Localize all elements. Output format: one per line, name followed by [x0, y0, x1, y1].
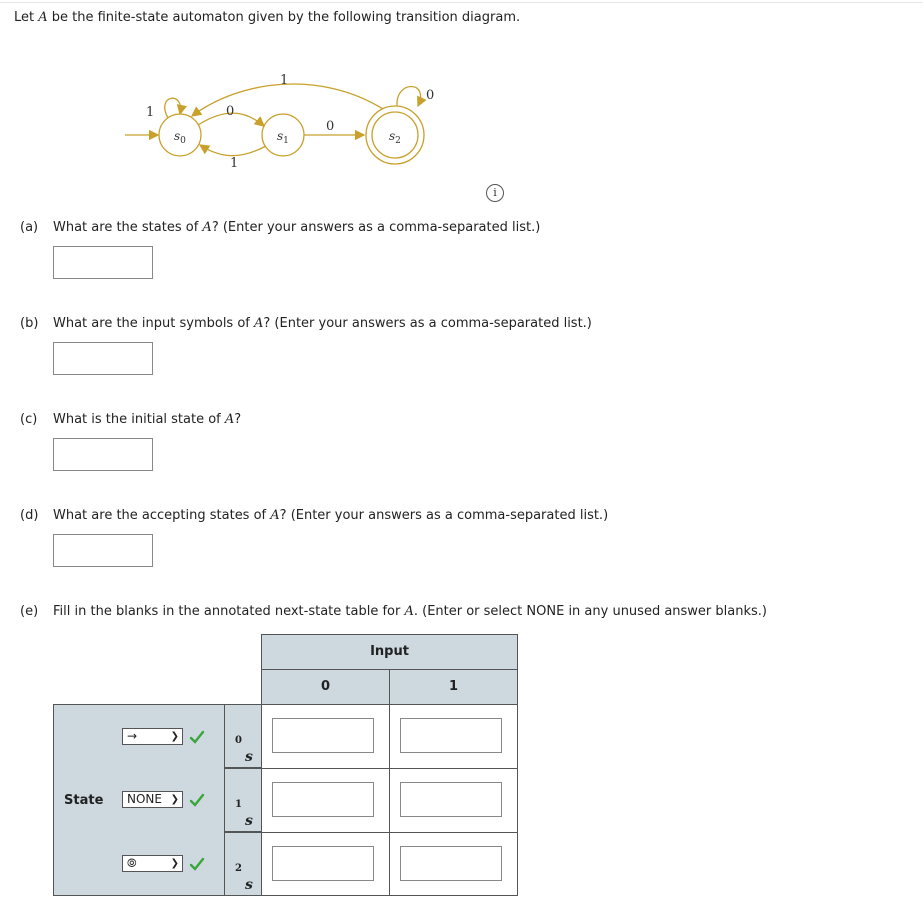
question-e: (e) Fill in the blanks in the annotated next-state table for A. (Enter or select NONE in any unused answer blanks.)	[20, 604, 767, 619]
table-input-header: Input	[261, 634, 518, 670]
table-col-header-0: 0	[261, 669, 390, 705]
label-s1-s0: 1	[230, 156, 239, 171]
row-s1-check-icon	[189, 792, 205, 808]
question-c: (c) What is the initial state of A?	[20, 412, 242, 427]
row-s2-state: s $_2$	[224, 832, 262, 896]
row-s0-col1-cell	[389, 704, 518, 769]
problem-intro: Let A be the finite-state automaton given by the following transition diagram.	[14, 10, 521, 25]
state-label: State	[64, 793, 104, 808]
row-s2-annotation-select[interactable]: ⦾ ❯	[122, 855, 183, 872]
label-s1-s2: 0	[326, 119, 335, 134]
table-col-header-1: 1	[389, 669, 518, 705]
row-s2-col0-input[interactable]	[272, 846, 374, 881]
row-s0-col1-input[interactable]	[400, 718, 502, 753]
row-s2-col1-input[interactable]	[400, 846, 502, 881]
row-s2-check-icon	[189, 856, 205, 872]
edge-s2-self	[397, 87, 421, 107]
state-s2-label: $s_2$	[389, 129, 401, 146]
answer-b-input[interactable]	[53, 342, 153, 375]
row-s0-annotation-select[interactable]: → ❯	[122, 728, 183, 745]
label-s2-s0: 1	[280, 73, 289, 88]
answer-c-input[interactable]	[53, 438, 153, 471]
question-a: (a) What are the states of A? (Enter your answers as a comma-separated list.)	[20, 220, 541, 235]
row-s1-col1-cell	[389, 768, 518, 833]
row-s2-col0-cell	[261, 832, 390, 896]
edge-s1-s0	[200, 145, 266, 156]
row-s1-col0-cell	[261, 768, 390, 833]
question-d: (d) What are the accepting states of A? (Enter your answers as a comma-separated list.)	[20, 508, 609, 523]
edge-s2-s0	[192, 84, 383, 116]
state-s1-label: $s_1$	[277, 129, 289, 146]
row-s1-state: s $_1$	[224, 768, 262, 832]
info-icon[interactable]: i	[486, 184, 504, 202]
label-s2-self: 0	[426, 88, 435, 103]
row-s1-col1-input[interactable]	[400, 782, 502, 817]
transition-diagram	[100, 60, 440, 180]
row-s0-check-icon	[189, 729, 205, 745]
label-s0-s1: 0	[226, 104, 235, 119]
row-s0-col0-input[interactable]	[272, 718, 374, 753]
row-s0-state: s $_0$	[224, 704, 262, 768]
top-divider	[0, 2, 923, 3]
row-s1-annotation-select[interactable]: NONE ❯	[122, 791, 183, 808]
state-s0-label: $s_0$	[174, 129, 186, 146]
label-s0-self: 1	[146, 105, 155, 120]
row-s0-col0-cell	[261, 704, 390, 769]
row-s2-col1-cell	[389, 832, 518, 896]
answer-a-input[interactable]	[53, 246, 153, 279]
question-b: (b) What are the input symbols of A? (Enter your answers as a comma-separated list.)	[20, 316, 592, 331]
row-s1-col0-input[interactable]	[272, 782, 374, 817]
answer-d-input[interactable]	[53, 534, 153, 567]
